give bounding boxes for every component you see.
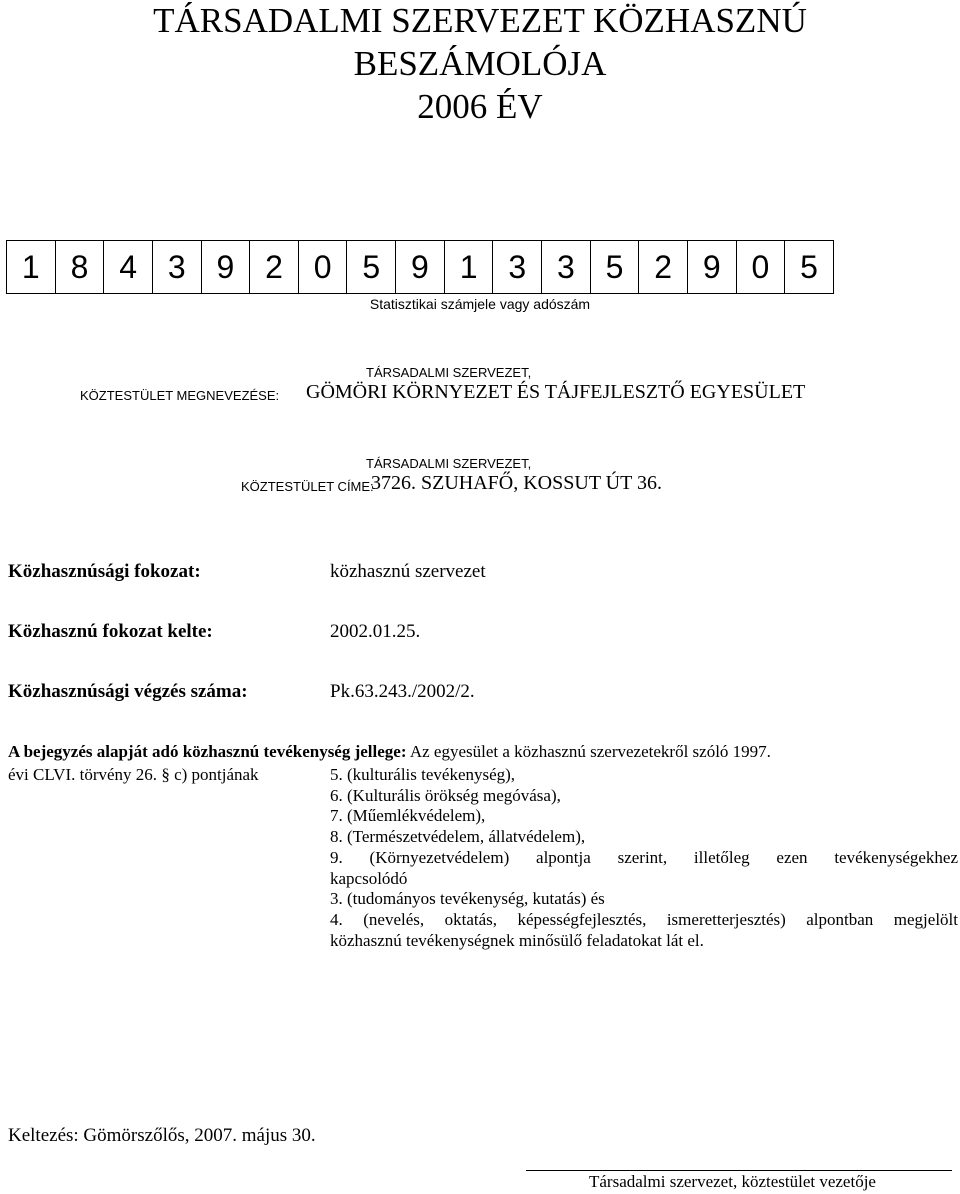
org-address-label-line1: TÁRSADALMI SZERVEZET, [366,456,532,471]
activity-law-point: c) pontjának [174,765,259,784]
org-address-value: 3726. SZUHAFŐ, KOSSUT ÚT 36. [371,472,662,494]
decision-number-label: Közhasznúsági végzés száma: [8,681,248,702]
activity-intro-rest: Az egyesület a közhasznú szervezetekről szóló 1997. [409,742,771,761]
tax-digit: 3 [542,241,591,293]
public-benefit-level-label: Közhasznúsági fokozat: [8,561,201,582]
decision-number-value: Pk.63.243./2002/2. [330,681,475,702]
activity-intro-line [8,742,958,762]
org-name-value: GÖMÖRI KÖRNYEZET ÉS TÁJFEJLESZTŐ EGYESÜLET [306,381,806,403]
public-benefit-level-value: közhasznú szervezet [330,561,486,582]
activity-law-ref: évi CLVI. törvény 26. [8,765,158,784]
list-item: 9. (Környezetvédelem) alpontja szerint, illetőleg ezen tevékenységekhez [330,847,958,867]
tax-digit: 9 [202,241,251,293]
signature-label: Társadalmi szervezet, köztestület vezetője [589,1172,876,1191]
org-address-label-line2: KÖZTESTÜLET CÍME: [241,479,374,494]
tax-digit: 3 [493,241,542,293]
list-item: 8. (Természetvédelem, állatvédelem), [330,827,586,847]
tax-digit: 0 [299,241,348,293]
tax-digit: 5 [347,241,396,293]
list-item: közhasznú tevékenységnek minősülő feladatokat lát el. [330,930,704,950]
tax-digit: 1 [445,241,494,293]
list-item: kapcsolódó [330,868,408,888]
list-item: 4. (nevelés, oktatás, képességfejlesztés, ismeretterjesztés) alpontban megjelölt [330,909,958,929]
org-name-label-line1: TÁRSADALMI SZERVEZET, [366,365,532,380]
activity-law-line: évi CLVI. törvény 26. § c) pontjának [8,765,259,784]
list-item: 7. (Műemlékvédelem), [330,806,486,826]
document-title-line1: TÁRSADALMI SZERVEZET KÖZHASZNÚ [153,1,807,40]
list-item: 6. (Kulturális örökség megóvása), [330,785,561,805]
dated-place: Keltezés: Gömörszőlős, 2007. május 30. [8,1125,316,1146]
list-item: 3. (tudományos tevékenység, kutatás) és [330,889,605,909]
tax-digit: 5 [800,248,818,285]
tax-number-boxes [6,240,834,294]
tax-digit: 3 [153,241,202,293]
tax-digit: 1 [7,241,56,293]
signature-line [526,1170,952,1171]
activity-list [330,765,958,951]
activity-label: A bejegyzés alapját adó közhasznú tevékenység jellege: [8,742,407,761]
tax-digit: 9 [688,241,737,293]
document-title-line3: 2006 ÉV [417,87,543,126]
tax-digit: 9 [396,241,445,293]
tax-digit: 2 [250,241,299,293]
list-item: 5. (kulturális tevékenység), [330,765,516,784]
document-title-line2: BESZÁMOLÓJA [353,44,607,83]
tax-digit: 0 [737,241,786,293]
tax-digit: 8 [56,241,105,293]
tax-digit: 2 [639,241,688,293]
tax-digit: 4 [104,241,153,293]
org-name-label-line2: KÖZTESTÜLET MEGNEVEZÉSE: [80,388,280,403]
public-benefit-date-label: Közhasznú fokozat kelte: [8,621,213,642]
public-benefit-date-value: 2002.01.25. [330,621,421,642]
tax-digit: 5 [591,241,640,293]
tax-number-caption: Statisztikai számjele vagy adószám [369,296,591,312]
